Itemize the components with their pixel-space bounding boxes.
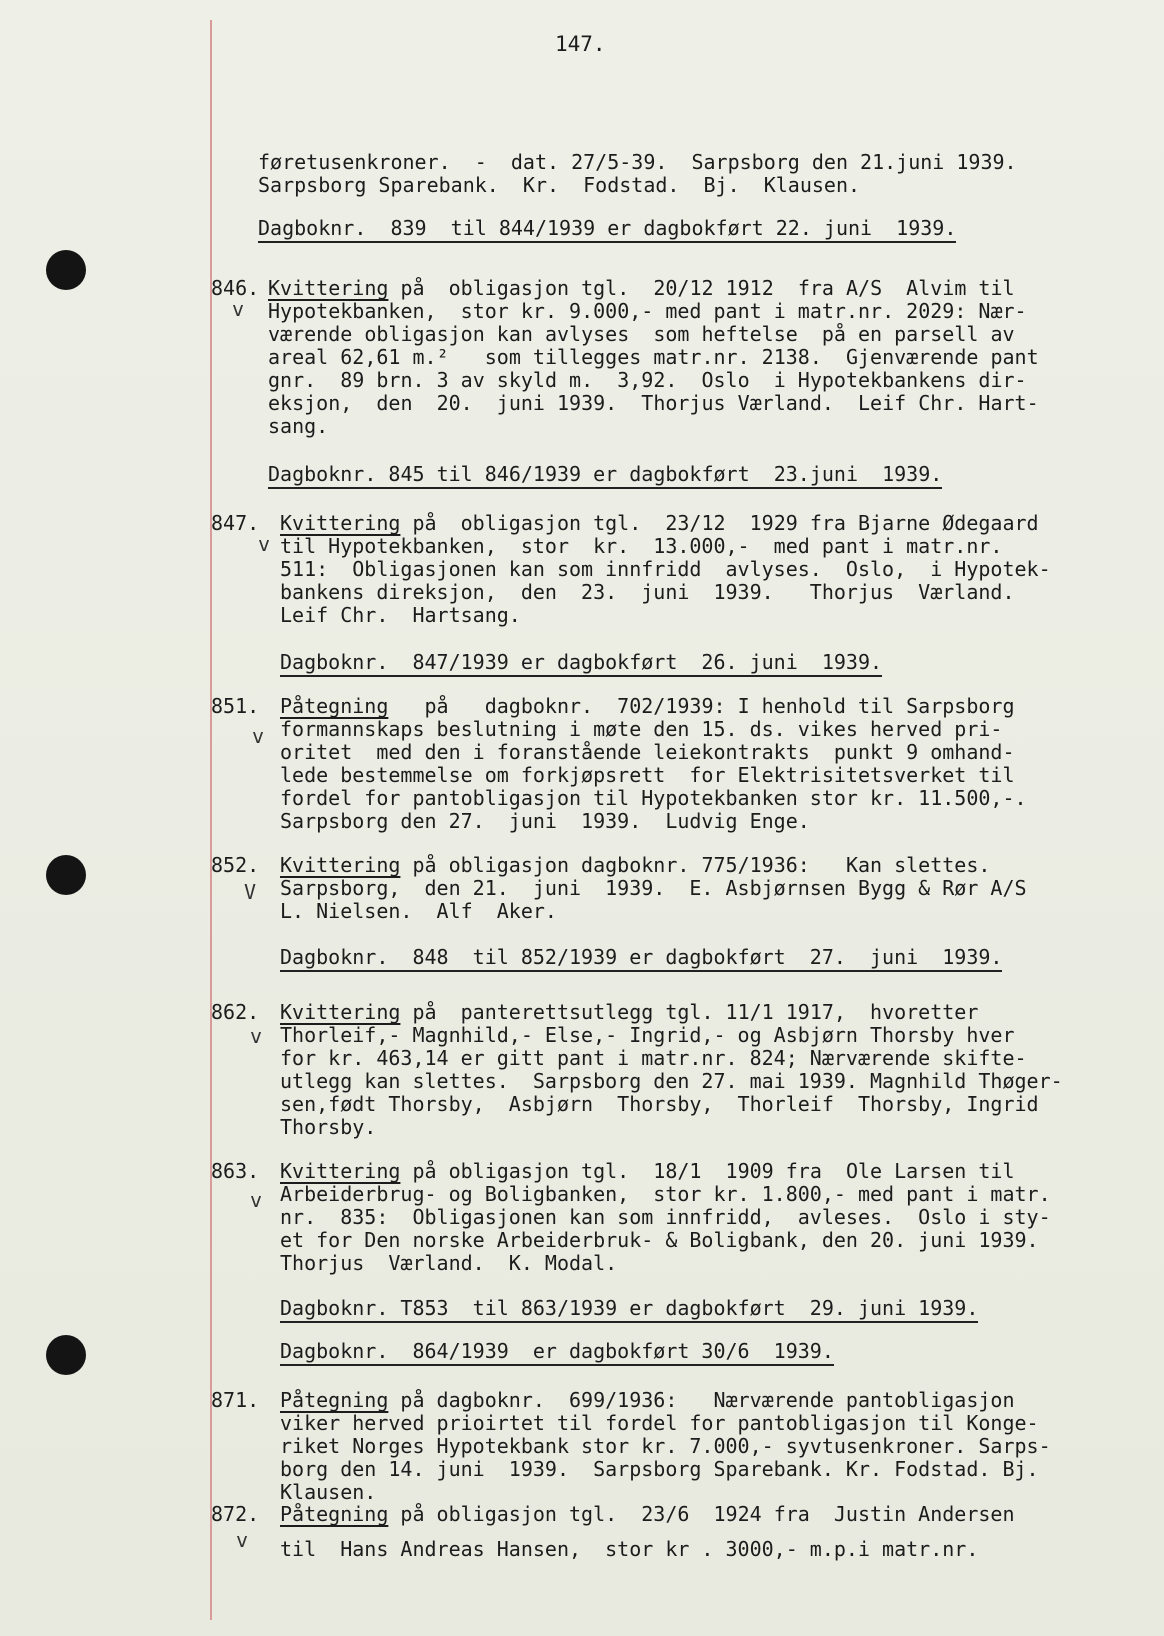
- entry-line: oritet med den i foranstående leiekontrakts punkt 9 omhand-: [280, 740, 1015, 764]
- entry-text: på obligasjon tgl. 20/12 1912 fra A/S Alvim til: [388, 276, 1015, 300]
- entry-line: Thorsby.: [280, 1115, 377, 1139]
- entry-line: sen,født Thorsby, Asbjørn Thorsby, Thorleif Thorsby, Ingrid: [280, 1092, 1039, 1116]
- entry-line: areal 62,61 m.² som tillegges matr.nr. 2138. Gjenværende pant: [268, 345, 1039, 369]
- entry-line: Klausen.: [280, 1480, 377, 1504]
- entry-line: formannskaps beslutning i møte den 15. ds. vikes herved pri-: [280, 717, 1003, 741]
- entry-line: gnr. 89 brn. 3 av skyld m. 3,92. Oslo i Hypotekbankens dir-: [268, 368, 1027, 392]
- margin-line: [210, 20, 212, 1620]
- check-mark: v: [252, 724, 265, 748]
- check-mark: v: [236, 1528, 249, 1552]
- entry-line: Arbeiderbrug- og Boligbanken, stor kr. 1.800,- med pant i matr.: [280, 1182, 1051, 1206]
- entry-text: på obligasjon dagboknr. 775/1936: Kan slettes.: [400, 853, 991, 877]
- entry-line: lede bestemmelse om forkjøpsrett for Elektrisitetsverket til: [280, 763, 1015, 787]
- binder-hole-icon: [46, 1335, 86, 1375]
- entry-number: 851.: [211, 694, 260, 718]
- entry-line: Hypotekbanken, stor kr. 9.000,- med pant i matr.nr. 2029: Nær-: [268, 299, 1027, 323]
- entry-line: for kr. 463,14 er gitt pant i matr.nr. 824; Nærværende skifte-: [280, 1046, 1027, 1070]
- entry-text: på obligasjon tgl. 23/12 1929 fra Bjarne Ødegaard: [400, 511, 1039, 535]
- entry-title: Kvittering: [280, 1000, 401, 1024]
- entry-text: på obligasjon tgl. 23/6 1924 fra Justin Andersen: [388, 1502, 1015, 1526]
- check-mark: v: [232, 297, 245, 321]
- intro-line: føretusenkroner. - dat. 27/5-39. Sarpsborg den 21.juni 1939.: [258, 150, 1017, 174]
- entry-number: 863.: [211, 1159, 260, 1183]
- entry-line: [280, 511, 1039, 535]
- entry-line: fordel for pantobligasjon til Hypotekbanken stor kr. 11.500,-.: [280, 786, 1027, 810]
- entry-line: [280, 1000, 978, 1024]
- entry-line: Leif Chr. Hartsang.: [280, 603, 521, 627]
- entry-line: eksjon, den 20. juni 1939. Thorjus Værland. Leif Chr. Hart-: [268, 391, 1039, 415]
- entry-line: til Hans Andreas Hansen, stor kr . 3000,- m.p.i matr.nr.: [280, 1537, 979, 1561]
- entry-title: Påtegning: [280, 1502, 389, 1526]
- dagbok-entry: Dagboknr. 848 til 852/1939 er dagbokført 27. juni 1939.: [280, 945, 1002, 972]
- entry-number: 852.: [211, 853, 260, 877]
- entry-line: Sarpsborg, den 21. juni 1939. E. Asbjørnsen Bygg & Rør A/S: [280, 876, 1027, 900]
- dagbok-entry: Dagboknr. T853 til 863/1939 er dagbokført 29. juni 1939.: [280, 1296, 978, 1323]
- entry-line: Thorjus Værland. K. Modal.: [280, 1251, 618, 1275]
- entry-title: Kvittering: [280, 853, 401, 877]
- entry-line: borg den 14. juni 1939. Sarpsborg Sparebank. Kr. Fodstad. Bj.: [280, 1457, 1039, 1481]
- entry-number: 862.: [211, 1000, 260, 1024]
- entry-title: Påtegning: [280, 1388, 389, 1412]
- entry-line: bankens direksjon, den 23. juni 1939. Thorjus Værland.: [280, 580, 1015, 604]
- entry-number: 872.: [211, 1502, 260, 1526]
- entry-line: til Hypotekbanken, stor kr. 13.000,- med pant i matr.nr.: [280, 534, 1003, 558]
- entry-text: på obligasjon tgl. 18/1 1909 fra Ole Larsen til: [400, 1159, 1015, 1183]
- entry-line: Thorleif,- Magnhild,- Else,- Ingrid,- og Asbjørn Thorsby hver: [280, 1023, 1015, 1047]
- page-number: 147.: [555, 32, 606, 56]
- entry-line: [268, 276, 1015, 300]
- entry-line: utlegg kan slettes. Sarpsborg den 27. mai 1939. Magnhild Thøger-: [280, 1069, 1063, 1093]
- entry-line: [280, 1388, 1015, 1412]
- entry-number: 846.: [211, 276, 260, 300]
- entry-title: Kvittering: [268, 276, 389, 300]
- entry-line: [280, 1159, 1015, 1183]
- entry-line: L. Nielsen. Alf Aker.: [280, 899, 557, 923]
- entry-line: sang.: [268, 414, 329, 438]
- entry-title: Kvittering: [280, 511, 401, 535]
- entry-title: Kvittering: [280, 1159, 401, 1183]
- entry-line: et for Den norske Arbeiderbruk- & Boligbank, den 20. juni 1939.: [280, 1228, 1039, 1252]
- entry-line: Sarpsborg den 27. juni 1939. Ludvig Enge.: [280, 809, 810, 833]
- entry-line: [280, 694, 1015, 718]
- entry-line: [280, 853, 990, 877]
- intro-line: Sarpsborg Sparebank. Kr. Fodstad. Bj. Klausen.: [258, 173, 861, 197]
- entry-text: på dagboknr. 699/1936: Nærværende pantobligasjon: [388, 1388, 1015, 1412]
- entry-title: Påtegning: [280, 694, 389, 718]
- dagbok-entry: Dagboknr. 864/1939 er dagbokført 30/6 1939.: [280, 1339, 834, 1366]
- entry-line: værende obligasjon kan avlyses som heftelse på en parsell av: [268, 322, 1015, 346]
- entry-number: 847.: [211, 511, 260, 535]
- binder-hole-icon: [46, 250, 86, 290]
- check-mark: V: [244, 880, 257, 904]
- dagbok-entry: Dagboknr. 845 til 846/1939 er dagbokført 23.juni 1939.: [268, 462, 942, 489]
- entry-line: nr. 835: Obligasjonen kan som innfridd, avleses. Oslo i sty-: [280, 1205, 1051, 1229]
- entry-text: på dagboknr. 702/1939: I henhold til Sarpsborg: [388, 694, 1015, 718]
- dagbok-entry: Dagboknr. 839 til 844/1939 er dagbokført 22. juni 1939.: [258, 216, 956, 243]
- check-mark: v: [250, 1188, 263, 1212]
- check-mark: v: [250, 1024, 263, 1048]
- entry-text: på panterettsutlegg tgl. 11/1 1917, hvoretter: [400, 1000, 979, 1024]
- entry-line: riket Norges Hypotekbank stor kr. 7.000,- syvtusenkroner. Sarps-: [280, 1434, 1051, 1458]
- check-mark: v: [258, 532, 271, 556]
- entry-number: 871.: [211, 1388, 260, 1412]
- entry-line: viker herved prioirtet til fordel for pantobligasjon til Konge-: [280, 1411, 1039, 1435]
- entry-line: 511: Obligasjonen kan som innfridd avlyses. Oslo, i Hypotek-: [280, 557, 1051, 581]
- entry-line: [280, 1502, 1015, 1526]
- binder-hole-icon: [46, 855, 86, 895]
- dagbok-entry: Dagboknr. 847/1939 er dagbokført 26. juni 1939.: [280, 650, 882, 677]
